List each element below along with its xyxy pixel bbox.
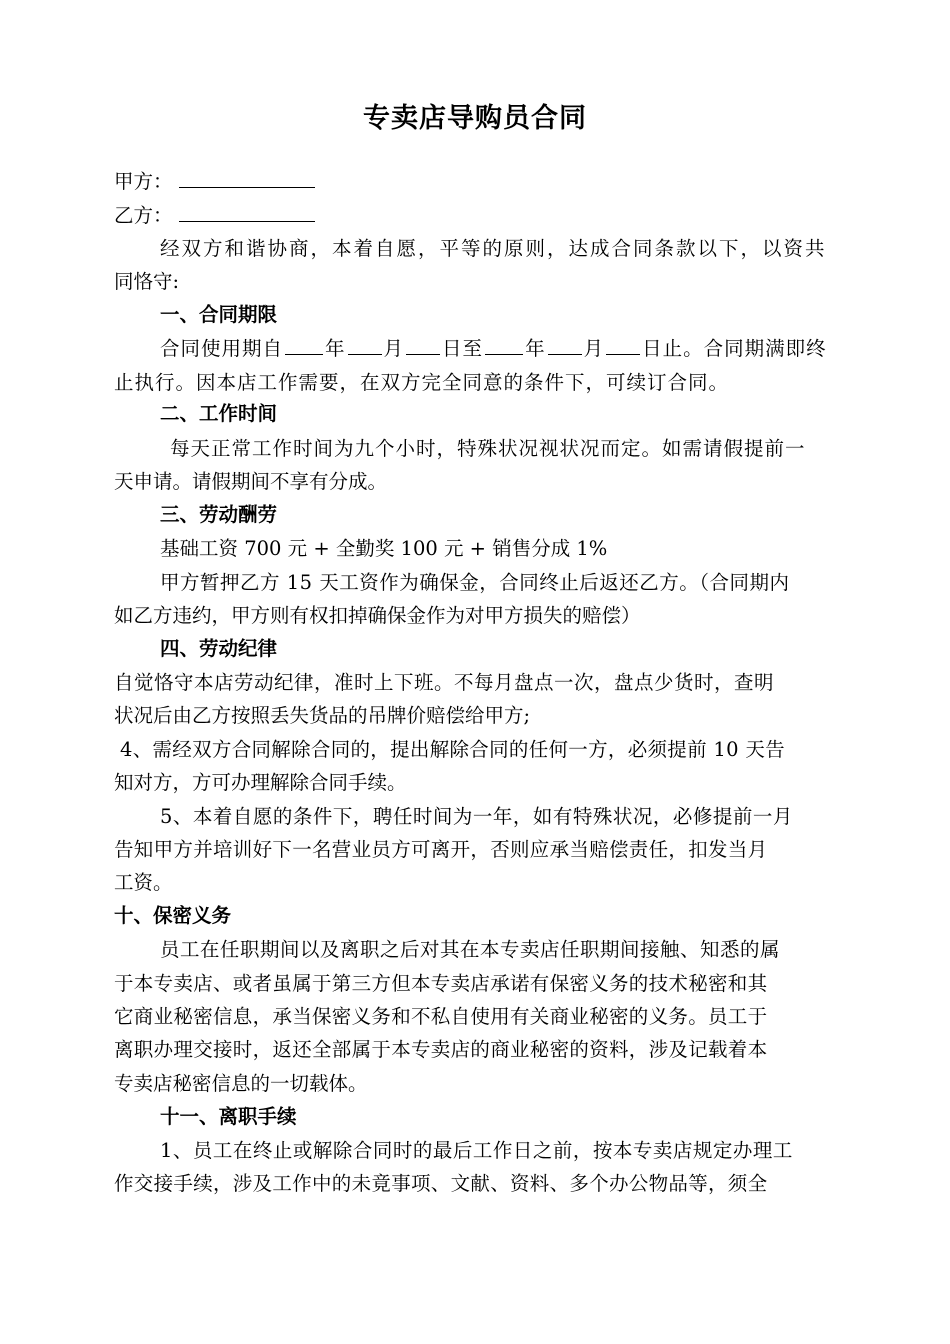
start-day-blank[interactable]	[406, 332, 440, 355]
deposit-line-2: 如乙方违约，甲方则有权扣掉确保金作为对甲方损失的赔偿）	[114, 604, 641, 627]
item-5-line-2: 告知甲方并培训好下一名营业员方可离开，否则应承当赔偿责任，扣发当月	[114, 838, 768, 861]
pay-line: 基础工资 700 元 + 全勤奖 100 元 + 销售分成 1%	[160, 537, 608, 560]
day-to-label: 日至	[442, 337, 484, 360]
start-year-blank[interactable]	[285, 332, 323, 355]
page-title: 专卖店导购员合同	[363, 103, 587, 134]
section-11-heading: 十一、离职手续	[160, 1105, 297, 1128]
work-hours-line-1: 每天正常工作时间为九个小时，特殊状况视状况而定。如需请假提前一	[170, 437, 806, 460]
section-4-heading: 四、劳动纪律	[160, 637, 278, 660]
item-5-line-1: 5、本着自愿的条件下，聘任时间为一年，如有特殊状况，必修提前一月	[160, 805, 793, 828]
item-4-line-2: 知对方，方可办理解除合同手续。	[114, 771, 407, 794]
intro-line-1: 经双方和谐协商，本着自愿，平等的原则，达成合同条款以下，以资共	[160, 237, 827, 260]
item-5-line-3: 工资。	[114, 871, 173, 894]
party-a-blank[interactable]	[179, 165, 315, 188]
confidential-line-2: 于本专卖店、或者虽属于第三方但本专卖店承诺有保密义务的技术秘密和其	[114, 972, 768, 995]
month-label-2: 月	[583, 337, 605, 360]
section-2-heading: 二、工作时间	[160, 402, 278, 425]
party-a-label: 甲方：	[114, 170, 173, 193]
term-prefix: 合同使用期自	[160, 337, 284, 360]
month-label: 月	[383, 337, 405, 360]
intro-line-2: 同恪守:	[114, 270, 180, 293]
day-end-label: 日止。合同期满即终	[642, 337, 827, 360]
party-a-line	[114, 165, 317, 199]
item-4-line-1: 4、需经双方合同解除合同的，提出解除合同的任何一方，必须提前 10 天告	[120, 738, 785, 761]
party-b-line	[114, 199, 317, 233]
section-10-heading: 十、保密义务	[114, 904, 232, 927]
party-b-blank[interactable]	[179, 199, 315, 222]
party-b-label: 乙方：	[114, 204, 173, 227]
resign-line-2: 作交接手续，涉及工作中的未竟事项、文献、资料、多个办公物品等，须全	[114, 1172, 768, 1195]
work-hours-line-2: 天申请。请假期间不享有分成。	[114, 470, 388, 493]
end-year-blank[interactable]	[485, 332, 523, 355]
confidential-line-4: 离职办理交接时，返还全部属于本专卖店的商业秘密的资料，涉及记载着本	[114, 1038, 768, 1061]
confidential-line-1: 员工在任职期间以及离职之后对其在本专卖店任职期间接触、知悉的属	[160, 938, 781, 961]
term-line	[160, 332, 827, 366]
section-3-heading: 三、劳动酬劳	[160, 503, 278, 526]
confidential-line-3: 它商业秘密信息，承当保密义务和不私自使用有关商业秘密的义务。员工于	[114, 1005, 768, 1028]
resign-line-1: 1、员工在终止或解除合同时的最后工作日之前，按本专卖店规定办理工	[160, 1139, 793, 1162]
end-day-blank[interactable]	[606, 332, 640, 355]
end-month-blank[interactable]	[548, 332, 582, 355]
discipline-line-2: 状况后由乙方按照丢失货品的吊牌价赔偿给甲方;	[114, 704, 531, 727]
year-label: 年	[325, 337, 346, 360]
confidential-line-5: 专卖店秘密信息的一切载体。	[114, 1072, 368, 1095]
section-1-heading: 一、合同期限	[160, 303, 278, 326]
deposit-line-1: 甲方暂押乙方 15 天工资作为确保金，合同终止后返还乙方。（合同期内	[160, 571, 790, 594]
start-month-blank[interactable]	[348, 332, 382, 355]
year-label-2: 年	[525, 337, 546, 360]
term-line-2: 止执行。因本店工作需要，在双方完全同意的条件下，可续订合同。	[114, 371, 730, 394]
discipline-line-1: 自觉恪守本店劳动纪律，准时上下班。不每月盘点一次，盘点少货时，查明	[114, 671, 775, 694]
